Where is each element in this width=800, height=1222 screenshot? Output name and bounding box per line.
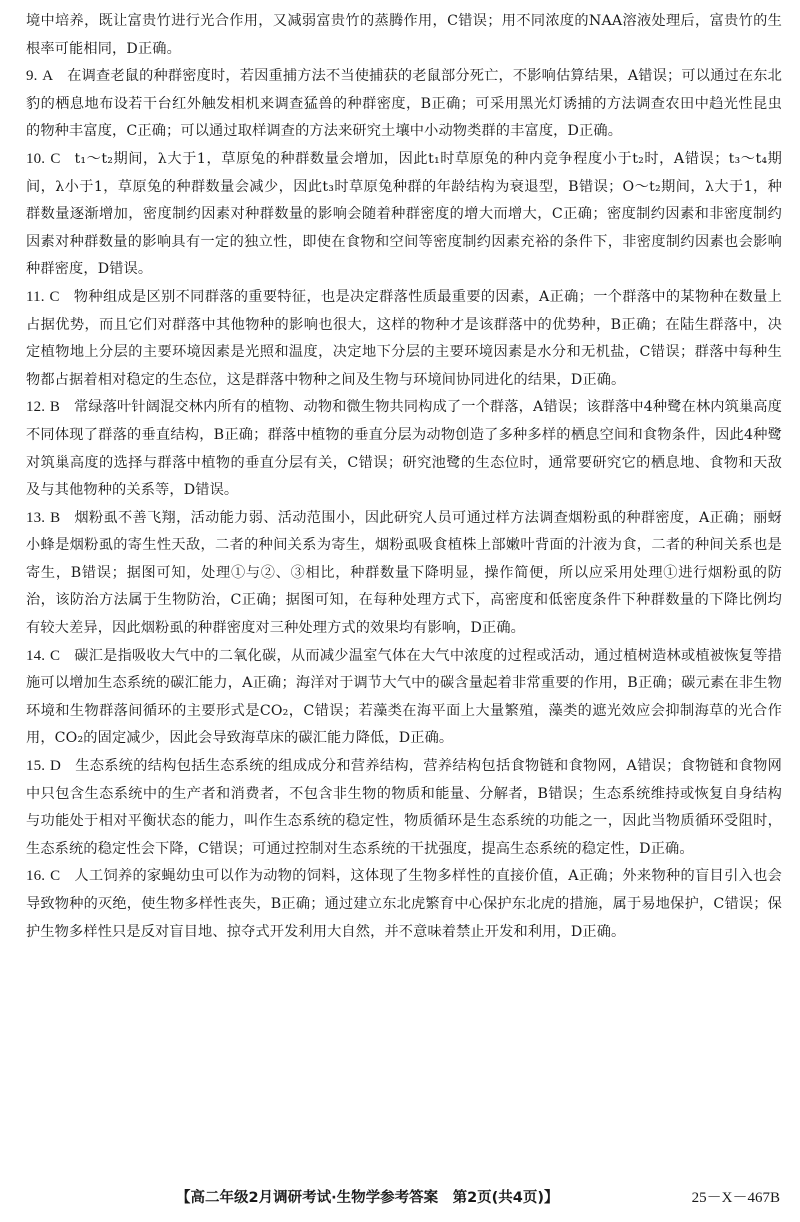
question-number: 10. — [26, 150, 46, 167]
answer-letter: B — [50, 509, 61, 526]
answer-list — [26, 63, 782, 946]
question-number: 11. — [26, 288, 45, 305]
continued-paragraph: 境中培养，既让富贵竹进行光合作用，又减弱富贵竹的蒸腾作用，C错误；用不同浓度的NAA溶液处理后，富贵竹的生根率可能相同，D正确。 — [26, 13, 782, 57]
explanation-text: 碳汇是指吸收大气中的二氧化碳，从而减少温室气体在大气中浓度的过程或活动，通过植树造林或植被恢复等措施可以增加生态系统的碳汇能力，A正确；海洋对于调节大气中的碳含量起着非常重要的作用，B正确；碳元素在非生物环境和生物群落间循环的主要形式是CO₂，C错误；若藻类在海平面上大量繁殖，藻类的遮光效应会抑制海草的光合作用，CO₂的固定减少，因此会导致海草床的碳汇能力降低，D正确。 — [26, 647, 782, 747]
answer-item — [26, 284, 782, 394]
answer-letter: C — [49, 288, 60, 305]
explanation-text: 物种组成是区别不同群落的重要特征，也是决定群落性质最重要的因素，A正确；一个群落中的某物种在数量上占据优势，而且它们对群落中其他物种的影响也很大，这样的物种才是该群落中的优势种，B正确；在陆生群落中，决定植物地上分层的主要环境因素是光照和温度，决定地下分层的主要环境因素是水分和无机盐，C错误；群落中每种生物都占据着相对稳定的生态位，这是群落中物种之间及生物与环境间协同进化的结果，D正确。 — [26, 288, 782, 388]
answer-item — [26, 505, 782, 643]
explanation-text: 烟粉虱不善飞翔，活动能力弱、活动范围小，因此研究人员可通过样方法调查烟粉虱的种群密度，A正确；丽蚜小蜂是烟粉虱的寄生性天敌，二者的种间关系为寄生，烟粉虱吸食植株上部嫩叶背面的汁液为食，二者的种间关系也是寄生，B错误；据图可知，处理①与②、③相比，种群数量下降明显，操作简便，所以应采用处理①进行烟粉虱的防治，该防治方法属于生物防治，C正确；据图可知，在每种处理方式下，高密度和低密度条件下种群数量的下降比例均有较大差异，因此烟粉虱的种群密度对三种处理方式的效果均有影响，D正确。 — [26, 509, 782, 637]
explanation-text: 生态系统的结构包括生态系统的组成成分和营养结构，营养结构包括食物链和食物网，A错误；食物链和食物网中只包含生态系统中的生产者和消费者，不包含非生物的物质和能量、分解者，B错误；生态系统维持或恢复自身结构与功能处于相对平衡状态的能力，叫作生态系统的稳定性，物质循环是生态系统的功能之一，因此当物质循环受阻时，生态系统的稳定性会下降，C错误；可通过控制对生态系统的干扰强度，提高生态系统的稳定性，D正确。 — [26, 758, 782, 857]
answer-item — [26, 643, 782, 753]
question-number: 14. — [26, 647, 46, 664]
question-number: 15. — [26, 758, 46, 775]
explanation-text: t₁～t₂期间，λ大于1，草原兔的种群数量会增加，因此t₁时草原兔的种内竞争程度小于t₂时，A错误；t₃～t₄期间，λ小于1，草原兔的种群数量会减少，因此t₃时草原兔种群的年龄结构为衰退型，B错误；O～t₂期间，λ大于1，种群数量逐渐增加，密度制约因素对种群数量的影响会随着种群密度的增大而增大，C正确；密度制约因素和非密度制约因素对种群数量的影响具有一定的独立性，即使在食物和空间等密度制约因素充裕的条件下，非密度制约因素也会影响种群密度，D错误。 — [26, 150, 783, 278]
answer-letter: A — [42, 68, 54, 85]
explanation-text: 人工饲养的家蝇幼虫可以作为动物的饲料，这体现了生物多样性的直接价值，A正确；外来物种的盲目引入也会导致物种的灭绝，使生物多样性丧失，B正确；通过建立东北虎繁育中心保护东北虎的措施，属于易地保护，C错误；保护生物多样性只是反对盲目地、掠夺式开发利用大自然，并不意味着禁止开发和利用，D正确。 — [26, 868, 782, 940]
page-footer — [0, 1186, 800, 1212]
answer-item — [26, 753, 782, 863]
question-number: 13. — [26, 509, 46, 526]
answer-letter: C — [50, 868, 61, 885]
answer-item — [26, 394, 782, 504]
answer-item — [26, 63, 782, 146]
answer-item — [26, 146, 782, 284]
answer-letter: C — [49, 647, 61, 664]
answer-document — [26, 8, 782, 946]
question-number: 16. — [26, 868, 46, 885]
footer-code: 25－X－467B — [691, 1190, 780, 1206]
question-number: 12. — [26, 399, 46, 416]
explanation-text: 在调查老鼠的种群密度时，若因重捕方法不当使捕获的老鼠部分死亡，不影响估算结果，A错误；可以通过在东北豹的栖息地布设若干台红外触发相机来调查猛兽的种群密度，B正确；可采用黑光灯诱捕的方法调查农田中趋光性昆虫的物种丰富度，C正确；可以通过取样调查的方法来研究土壤中小动物类群的丰富度，D正确。 — [26, 68, 782, 140]
answer-letter: D — [50, 758, 62, 775]
question-number: 9. — [26, 68, 38, 85]
answer-item — [26, 863, 782, 946]
answer-letter: C — [50, 150, 61, 167]
footer-title: 【高二年级2月调研考试·生物学参考答案 第2页(共4页)】 — [176, 1190, 559, 1206]
answer-letter: B — [49, 399, 61, 416]
explanation-text: 常绿落叶针阔混交林内所有的植物、动物和微生物共同构成了一个群落，A错误；该群落中4种鹭在林内筑巢高度不同体现了群落的垂直结构，B正确；群落中植物的垂直分层为动物创造了多种多样的栖息空间和食物条件，因此4种鹭对筑巢高度的选择与群落中植物的垂直分层有关，C错误；研究池鹭的生态位时，通常要研究它的栖息地、食物和天敌及与其他物种的关系等，D错误。 — [26, 399, 782, 499]
